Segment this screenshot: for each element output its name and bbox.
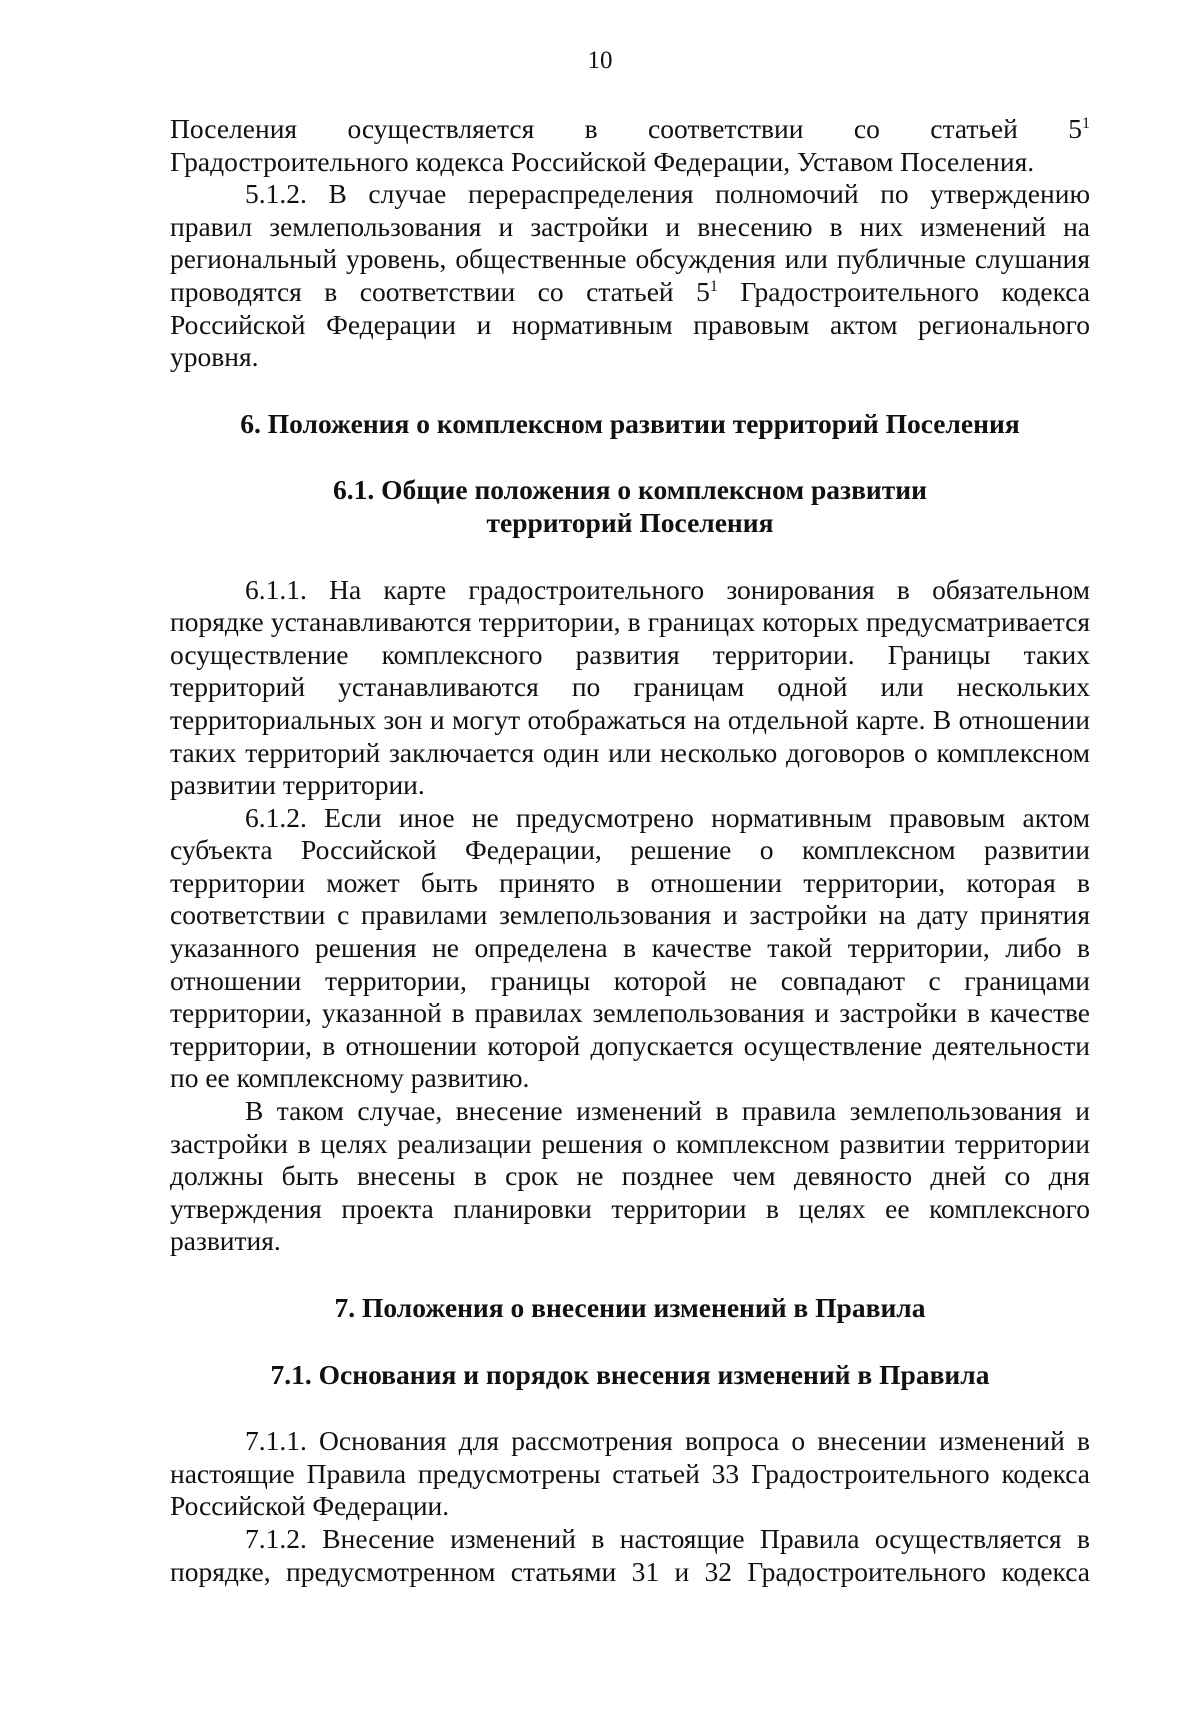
paragraph-5-1-2 bbox=[170, 178, 1090, 374]
paragraph-6-1-1: 6.1.1. На карте градостроительного зонирования в обязательном порядке устанавливаются территории, в границах которых предусматривается осуществление комплексного развития территории. Границы таких территорий устанавливаются по границам одной или нескольких территориальных зон и могут отображаться на отдельной карте. В отношении таких территорий заключается один или несколько договоров о комплексном развитии территории. bbox=[170, 573, 1090, 801]
superscript: 1 bbox=[709, 277, 718, 295]
paragraph-5-1-1-end bbox=[170, 113, 1090, 146]
paragraph-7-1-2: 7.1.2. Внесение изменений в настоящие Правила осуществляется в порядке, предусмотренном статьями 31 и 32 Градостроительного кодекса bbox=[170, 1522, 1090, 1587]
document-body bbox=[170, 113, 1090, 1588]
section-6-heading: 6. Положения о комплексном развитии территорий Поселения bbox=[240, 407, 1020, 439]
subsection-7-1-heading: 7.1. Основания и порядок внесения изменений в Правила bbox=[270, 1358, 990, 1390]
paragraph-6-1-2: 6.1.2. Если иное не предусмотрено нормативным правовым актом субъекта Российской Федерации, решение о комплексном развитии территории может быть принято в отношении территории, которая в соответствии с правилами землепользования и застройки на дату принятия указанного решения не определена в качестве такой территории, либо в отношении территории, границы которой не совпадают с границами территории, указанной в правилах землепользования и застройки в качестве территории, в отношении которой допускается осуществление деятельности по ее комплексному развитию. bbox=[170, 801, 1090, 1094]
superscript: 1 bbox=[1082, 114, 1090, 132]
paragraph-5-1-1-end-line2: Градостроительного кодекса Российской Федерации, Уставом Поселения. bbox=[170, 145, 1035, 177]
page-number: 10 bbox=[587, 47, 613, 74]
paragraph-text: 5.1.2. В случае перераспределения полномочий по утверждению правил землепользования и застройки и внесению в них изменений на региональный уровень, общественные обсуждения или публичные слушания проводятся в соответствии со статьей 5 bbox=[170, 178, 1090, 307]
subsection-6-1-heading-line1: 6.1. Общие положения о комплексном развитии bbox=[333, 474, 927, 506]
section-7-heading: 7. Положения о внесении изменений в Правила bbox=[334, 1292, 926, 1323]
paragraph-text: Поселения осуществляется в соответствии со статьей 5 bbox=[170, 113, 1082, 144]
paragraph-text: Градостроительного кодекса Российской Федерации и нормативным правовым актом регионального уровня. bbox=[170, 275, 1090, 373]
paragraph-6-1-2-continued: В таком случае, внесение изменений в правила землепользования и застройки в целях реализации решения о комплексном развитии территории должны быть внесены в срок не позднее чем девяносто дней со дня утверждения проекта планировки территории в целях ее комплексного развития. bbox=[170, 1095, 1090, 1257]
paragraph-7-1-1: 7.1.1. Основания для рассмотрения вопроса о внесении изменений в настоящие Правила предусмотрены статьей 33 Градостроительного кодекса Российской Федерации. bbox=[170, 1425, 1090, 1522]
subsection-6-1-heading-line2: территорий Поселения bbox=[486, 506, 774, 538]
